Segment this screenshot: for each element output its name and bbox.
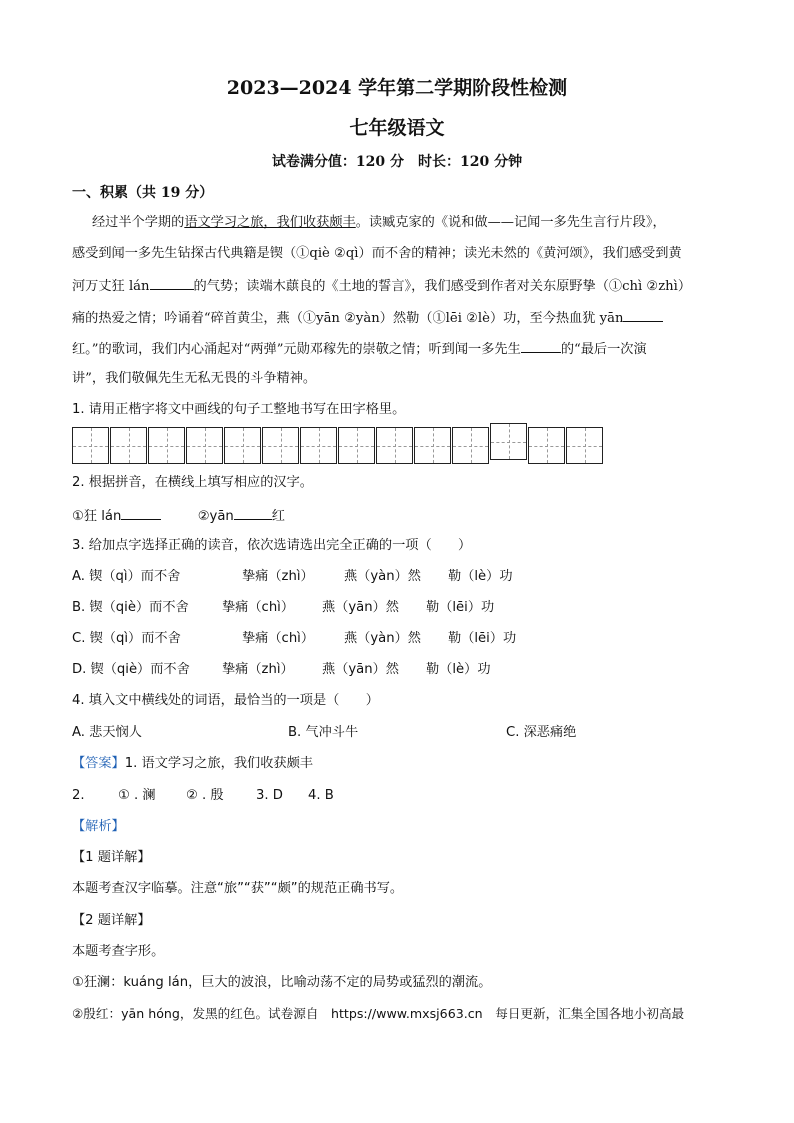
section-heading: 一、积累（共 19 分） xyxy=(72,185,214,201)
grid-cell[interactable] xyxy=(224,427,261,464)
answer-tag: 【答案】 xyxy=(72,756,125,771)
grid-cell[interactable] xyxy=(490,423,527,460)
passage-line-3: 河万丈狂 lán 的气势；读端木蕻良的《土地的誓言》，我们感受到作者对关东原野挚（①chì ②zhì） xyxy=(72,276,691,296)
detail-2-body: 本题考查字形。 xyxy=(72,944,165,959)
detail-2-heading: 【2 题详解】 xyxy=(72,913,151,928)
blank-line xyxy=(234,506,272,520)
grid-cell[interactable] xyxy=(300,427,337,464)
grid-cell[interactable] xyxy=(72,427,109,464)
grid-cell[interactable] xyxy=(528,427,565,464)
question-3: 3. 给加点字选择正确的读音，依次选请选出完全正确的一项（ ） xyxy=(72,538,472,553)
q4-option-c[interactable]: C. 深恶痛绝 xyxy=(506,725,577,740)
grid-cell[interactable] xyxy=(338,427,375,464)
exam-meta: 试卷满分值：120 分 时长：120 分钟 xyxy=(271,154,523,170)
passage-line-1: 经过半个学期的语文学习之旅，我们收获颇丰。读臧克家的《说和做——记闻一多先生言行片段》， xyxy=(92,215,666,230)
grid-cell[interactable] xyxy=(262,427,299,464)
grid-cell[interactable] xyxy=(110,427,147,464)
detail-2-line-1: ①狂澜：kuáng lán，巨大的波浪，比喻动荡不定的局势或猛烈的潮流。 xyxy=(72,975,492,990)
exam-title: 2023—2024 学年第二学期阶段性检测 xyxy=(226,77,568,99)
detail-2-line-2: ②殷红：yān hóng，发黑的红色。试卷源自 https://www.mxsj663.cn 每日更新，汇集全国各地小初高最 xyxy=(72,1006,685,1021)
detail-1-body: 本题考查汉字临摹。注意“旅”“获”“颇”的规范正确书写。 xyxy=(72,881,404,896)
answer-line-1: 【答案】1. 语文学习之旅，我们收获颇丰 xyxy=(72,756,313,771)
analysis-tag: 【解析】 xyxy=(72,819,125,834)
grid-cell[interactable] xyxy=(414,427,451,464)
question-2: 2. 根据拼音，在横线上填写相应的汉字。 xyxy=(72,475,313,490)
question-4: 4. 填入文中横线处的词语，最恰当的一项是（ ） xyxy=(72,693,379,708)
underlined-sentence: 语文学习之旅，我们收获颇丰 xyxy=(184,215,356,230)
q4-option-a[interactable]: A. 悲天悯人 xyxy=(72,725,142,740)
blank-line xyxy=(150,276,194,290)
grid-cell[interactable] xyxy=(376,427,413,464)
grid-cell[interactable] xyxy=(148,427,185,464)
blank-line xyxy=(623,308,663,322)
passage-line-5: 红。”的歌词，我们内心涌起对“两弹”元勋邓稼先的崇敬之情；听到闻一多先生 的“最后一次演 xyxy=(72,339,647,359)
writing-grid[interactable] xyxy=(72,427,604,464)
question-2-blanks: ①狂 lán ②yān 红 xyxy=(72,506,285,526)
grid-cell[interactable] xyxy=(186,427,223,464)
passage-line-2: 感受到闻一多先生钻探古代典籍是锲（①qiè ②qì）而不舍的精神；读光未然的《黄河颂》，我们感受到黄 xyxy=(72,246,682,261)
grid-cell[interactable] xyxy=(566,427,603,464)
q4-option-b[interactable]: B. 气冲斗牛 xyxy=(288,725,359,740)
grid-cell[interactable] xyxy=(452,427,489,464)
question-1: 1. 请用正楷字将文中画线的句子工整地书写在田字格里。 xyxy=(72,402,406,417)
blank-line xyxy=(121,506,161,520)
exam-subtitle: 七年级语文 xyxy=(349,117,445,139)
passage-line-4: 痛的热爱之情；吟诵着“碎首黄尘，燕（①yān ②yàn）然勒（①lēi ②lè）功，至今热血犹 yān xyxy=(72,308,663,328)
passage-line-6: 讲”，我们敬佩先生无私无畏的斗争精神。 xyxy=(72,371,317,386)
detail-1-heading: 【1 题详解】 xyxy=(72,850,151,865)
blank-line xyxy=(521,339,561,353)
